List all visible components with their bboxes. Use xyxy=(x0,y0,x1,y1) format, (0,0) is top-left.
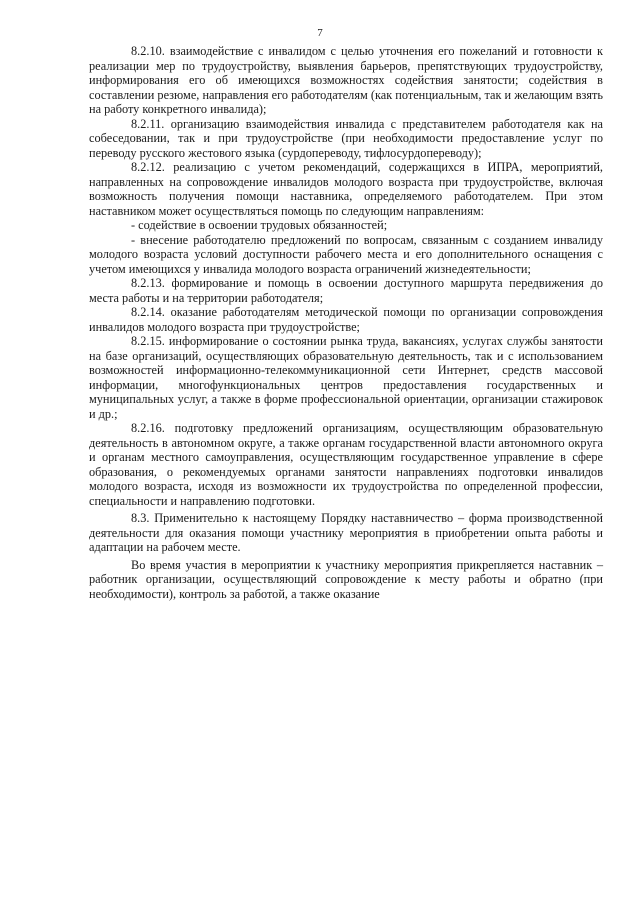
bullet-item-1: - содействие в освоении трудовых обязанностей; xyxy=(131,218,388,232)
paragraph-8-3: 8.3. Применительно к настоящему Порядку наставничество – форма производственной деятельности для оказания помощи участнику мероприятия в приобретении опыта работы и адаптации на рабочем месте. xyxy=(89,511,603,554)
paragraph-8-2-10: 8.2.10. взаимодействие с инвалидом с целью уточнения его пожеланий и готовности к реализации мер по трудоустройству, выявления барьеров, препятствующих трудоустройству, информирования его об имеющихся возможностях содействия занятости; содействия в составлении резюме, направления его работодателям (как потенциальным, так и желающим взять на работу конкретного инвалида); xyxy=(89,44,603,116)
bullet-item-2: - внесение работодателю предложений по вопросам, связанным с созданием инвалиду молодого возраста условий доступности рабочего места и его дополнительного оснащения с учетом имеющихся у инвалида молодого возраста ограничений жизнедеятельности; xyxy=(89,232,603,276)
document-body xyxy=(89,44,603,601)
page-number: 7 xyxy=(317,27,323,39)
paragraph-8-2-11: 8.2.11. организацию взаимодействия инвалида с представителем работодателя как на собеседовании, так и при трудоустройстве (при необходимости предоставление услуг по переводу русского жестового языка (сурдопереводу, тифлосурдопереводу); xyxy=(89,116,603,160)
paragraph-8-2-14: 8.2.14. оказание работодателям методической помощи по организации сопровождения инвалидов молодого возраста при трудоустройстве; xyxy=(89,305,603,334)
paragraph-final: Во время участия в мероприятии к участнику мероприятия прикрепляется наставник – работник организации, осуществляющий сопровождение к месту работы и обратно (при необходимости), контроль за работой, а также оказание xyxy=(89,557,603,601)
paragraph-8-2-13: 8.2.13. формирование и помощь в освоении доступного маршрута передвижения до места работы и на территории работодателя; xyxy=(89,276,603,305)
paragraph-8-2-12: 8.2.12. реализацию с учетом рекомендаций, содержащихся в ИПРА, мероприятий, направленных на сопровождение инвалидов молодого возраста при трудоустройстве, включая возможность получения помощи наставника, определяемого работодателем. При этом наставником может осуществляться помощь по следующим направлениям: xyxy=(89,160,603,218)
paragraph-8-2-15: 8.2.15. информирование о состоянии рынка труда, вакансиях, услугах службы занятости на базе организаций, осуществляющих образовательную деятельность, так и с использованием возможностей информационно-телекоммуникационной сети Интернет, средств массовой информации, многофункциональных центров предоставления государственных и муниципальных услуг, а также в форме профессиональной ориентации, организации стажировок и др.; xyxy=(89,334,603,421)
paragraph-8-2-16: 8.2.16. подготовку предложений организациям, осуществляющим образовательную деятельность в автономном округе, а также органам государственной власти автономного округа и органам местного самоуправления, осуществляющим государственное управление в сфере образования, о рекомендуемых органами занятости направлениях подготовки инвалидов молодого возраста, исходя из возможности их трудоустройства по определенной профессии, специальности и направлению подготовки. xyxy=(89,421,603,508)
